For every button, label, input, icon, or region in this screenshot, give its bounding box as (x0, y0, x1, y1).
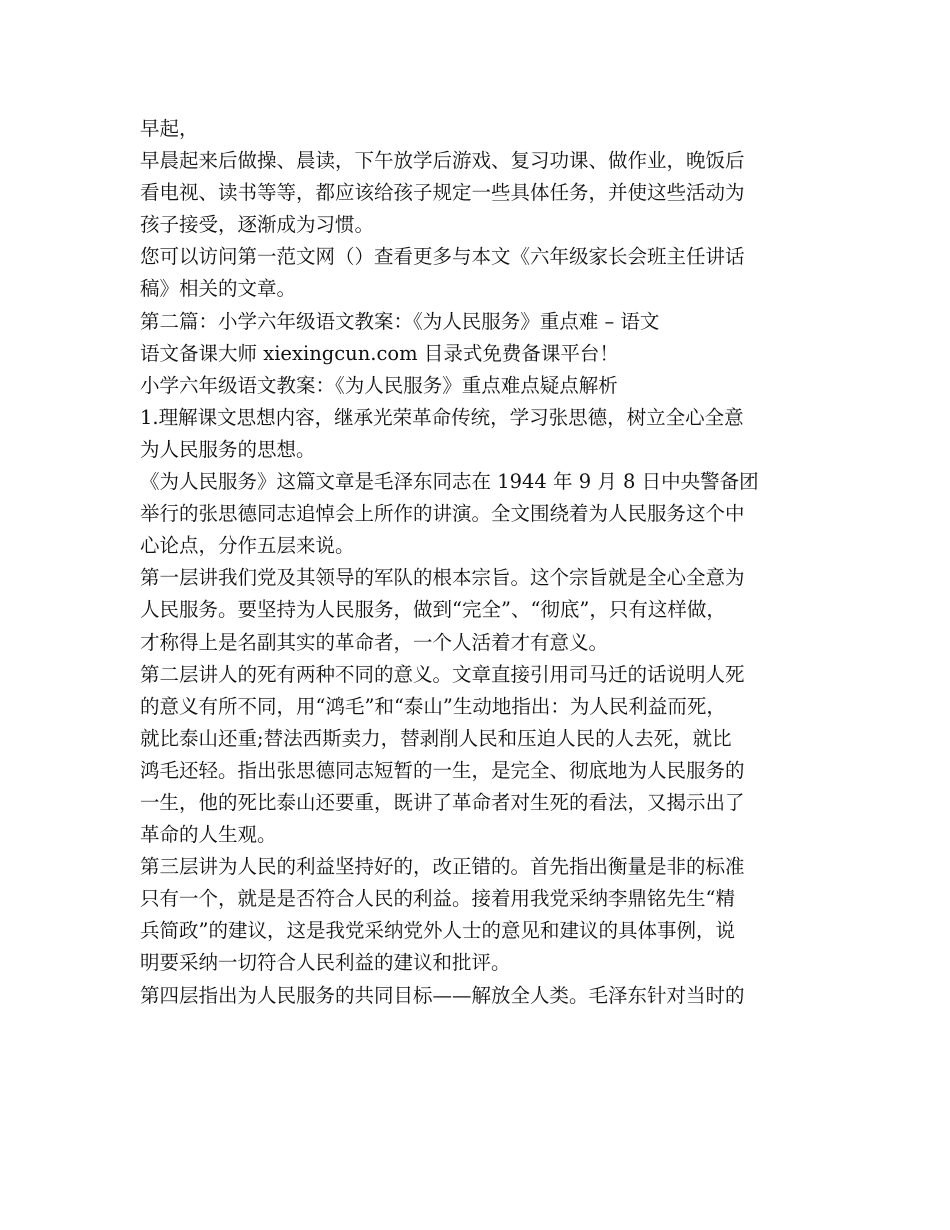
text-line: 语文备课大师 xiexingcun.com 目录式免费备课平台！ (140, 341, 619, 365)
text-line: 兵简政”的建议，这是我党采纳党外人士的意见和建议的具体事例，说 (140, 919, 735, 943)
section-heading: 第二篇：小学六年级语文教案：《为人民服务》重点难 – 语文 (140, 309, 660, 333)
text-line: 早晨起来后做操、晨读，下午放学后游戏、复习功课、做作业，晚饭后 (140, 149, 745, 173)
text-line: 早起， (140, 117, 199, 140)
text-line: 就比泰山还重;替法西斯卖力，替剥削人民和压迫人民的人去死，就比 (140, 726, 732, 750)
text-line: 第二层讲人的死有两种不同的意义。文章直接引用司马迁的话说明人死 (140, 662, 745, 686)
text-line: 举行的张思德同志追悼会上所作的讲演。全文围绕着为人民服务这个中 (140, 502, 745, 526)
text-line: 第四层指出为人民服务的共同目标——解放全人类。毛泽东针对当时的 (140, 983, 745, 1007)
text-line: 明要采纳一切符合人民利益的建议和批评。 (140, 951, 511, 975)
text-line: 鸿毛还轻。指出张思德同志短暂的一生，是完全、彻底地为人民服务的 (140, 758, 745, 782)
text-line: 第三层讲为人民的利益坚持好的，改正错的。首先指出衡量是非的标准 (140, 855, 745, 879)
text-line: 小学六年级语文教案：《为人民服务》重点难点疑点解析 (140, 373, 618, 397)
text-line: 1.理解课文思想内容，继承光荣革命传统，学习张思德，树立全心全意 (140, 405, 744, 429)
text-line: 人民服务。要坚持为人民服务，做到“完全”、“彻底”，只有这样做， (140, 598, 726, 622)
text-line: 孩子接受，逐渐成为习惯。 (140, 213, 375, 237)
text-line: 看电视、读书等等，都应该给孩子规定一些具体任务，并使这些活动为 (140, 181, 745, 205)
document-body (140, 113, 820, 1012)
text-line: 一生，他的死比泰山还要重，既讲了革命者对生死的看法，又揭示出了 (140, 790, 745, 814)
text-line: 心论点，分作五层来说。 (140, 534, 355, 558)
text-line: 《为人民服务》这篇文章是毛泽东同志在 1944 年 9 月 8 日中央警备团 (140, 470, 759, 494)
text-line: 革命的人生观。 (140, 823, 277, 847)
text-line: 只有一个，就是是否符合人民的利益。接着用我党采纳李鼎铭先生“精 (140, 887, 735, 911)
text-line: 才称得上是名副其实的革命者，一个人活着才有意义。 (140, 630, 609, 654)
text-line: 第一层讲我们党及其领导的军队的根本宗旨。这个宗旨就是全心全意为 (140, 566, 745, 590)
text-line: 的意义有所不同，用“鸿毛”和“泰山”生动地指出：为人民利益而死， (140, 694, 726, 718)
text-line: 您可以访问第一范文网（）查看更多与本文《六年级家长会班主任讲话 (140, 245, 745, 269)
text-line: 稿》相关的文章。 (140, 277, 297, 301)
text-line: 为人民服务的思想。 (140, 437, 316, 461)
